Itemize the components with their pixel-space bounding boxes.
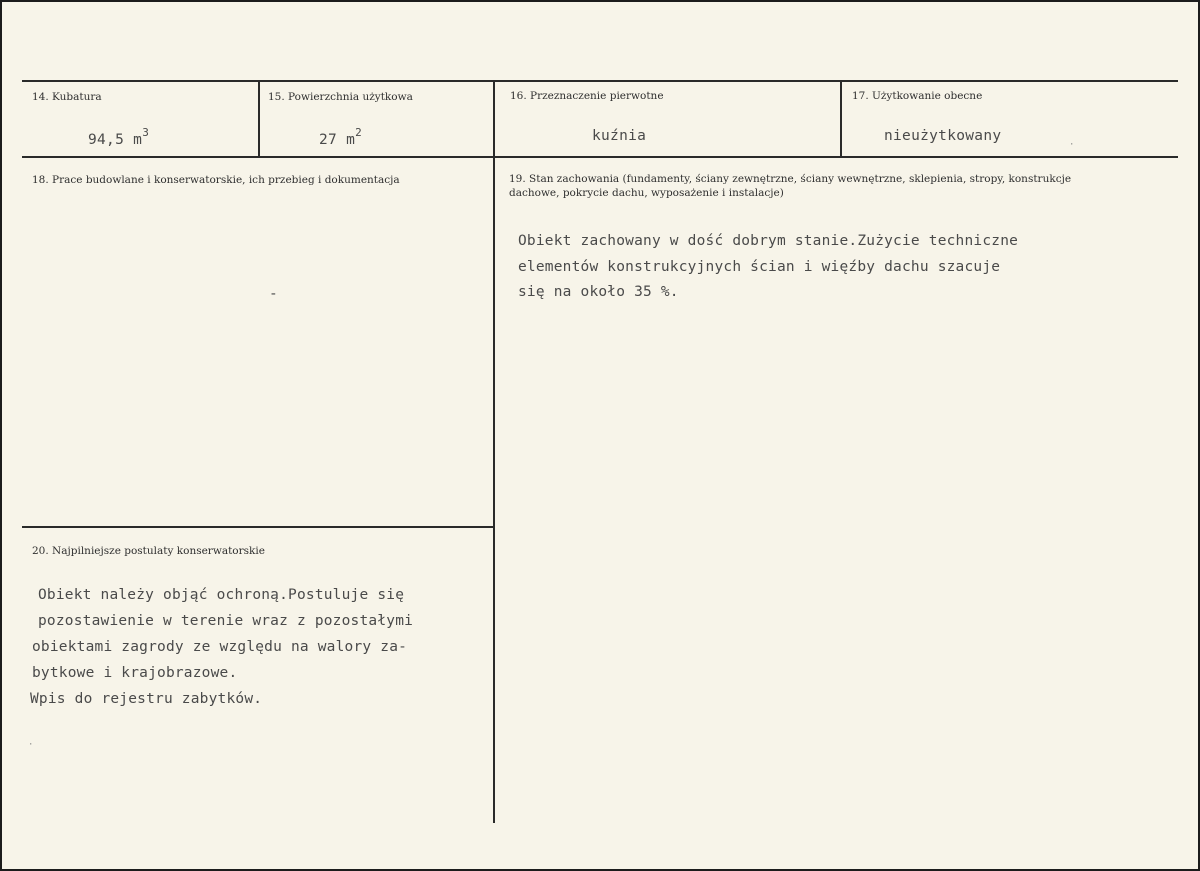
postulaty-line-5: Wpis do rejestru zabytków. (30, 691, 263, 707)
ink-speck: · (28, 740, 34, 750)
kubatura-value (88, 128, 149, 148)
kubatura-number: 94,5 m (88, 131, 143, 148)
stan-line-2: elementów konstrukcyjnych ścian i więźby dachu szacuje (518, 258, 1001, 275)
kubatura-label: 14. Kubatura (32, 91, 102, 103)
ink-speck: · (1069, 140, 1075, 150)
stan-label: 19. Stan zachowania (fundamenty, ściany zewnętrzne, ściany wewnętrzne, sklepienia, stropy, konstrukcje dachowe, pokrycie dachu, wyposażenie i instalacje) (509, 173, 1072, 199)
uzytkowanie-value: nieużytkowany (884, 128, 1002, 144)
top-rule (22, 80, 1178, 82)
divider-16-17 (840, 81, 842, 157)
row1-bottom-rule (22, 156, 1178, 158)
powierzchnia-label: 15. Powierzchnia użytkowa (268, 91, 413, 103)
prace-label: 18. Prace budowlane i konserwatorskie, ich przebieg i dokumentacja (32, 174, 400, 186)
prace-value: - (269, 286, 279, 302)
postulaty-line-1: Obiekt należy objąć ochroną.Postuluje się (38, 587, 405, 603)
left-mid-rule (22, 526, 494, 528)
stan-line-1: Obiekt zachowany w dość dobrym stanie.Zużycie techniczne (518, 233, 1019, 249)
stan-line-3: się na około 35 %. (518, 284, 679, 300)
postulaty-text (30, 582, 413, 712)
powierzchnia-number: 27 m (319, 131, 356, 148)
stan-text (518, 229, 1018, 306)
powierzchnia-value (319, 128, 362, 148)
powierzchnia-exponent: 2 (355, 126, 363, 139)
postulaty-line-3: obiektami zagrody ze względu na walory za- (32, 639, 408, 655)
postulaty-line-2: pozostawienie w terenie wraz z pozostałymi (38, 613, 414, 629)
przeznaczenie-label: 16. Przeznaczenie pierwotne (510, 90, 664, 102)
center-divider (493, 81, 495, 823)
przeznaczenie-value: kuźnia (592, 128, 647, 144)
postulaty-line-4: bytkowe i krajobrazowe. (32, 665, 238, 681)
uzytkowanie-label: 17. Użytkowanie obecne (852, 90, 983, 102)
divider-14-15 (258, 81, 260, 157)
kubatura-exponent: 3 (142, 126, 150, 139)
postulaty-label: 20. Najpilniejsze postulaty konserwatorskie (32, 545, 265, 557)
